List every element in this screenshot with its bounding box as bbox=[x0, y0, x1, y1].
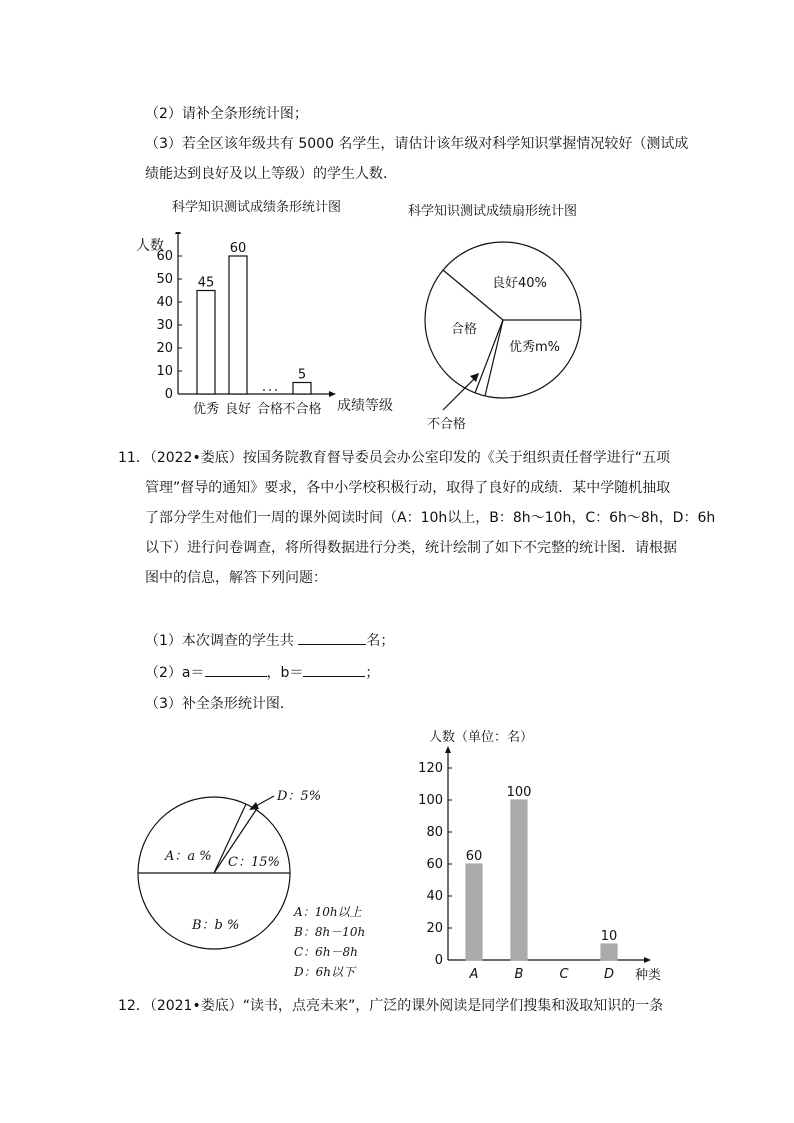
q11-line3: 了部分学生对他们一周的课外阅读时间（A：10h以上，B：8h～10h，C：6h～8h，D：6h bbox=[145, 510, 716, 526]
y-axis-arrow bbox=[175, 232, 181, 234]
q11-line2: 管理”督导的通知》要求，各中小学校积极行动，取得了良好的成绩．某中学随机抽取 bbox=[145, 480, 671, 496]
pie-chart-1 bbox=[415, 222, 605, 434]
bar-value-label: 5 bbox=[297, 367, 307, 383]
q11-sub1-unit: 名； bbox=[366, 633, 395, 649]
bar-D bbox=[601, 944, 617, 960]
bar-A bbox=[466, 864, 482, 960]
pie1-sector-line-4 bbox=[485, 320, 503, 396]
q11-sub2 bbox=[145, 662, 379, 683]
q12-line1: 12．（2021•娄底）“读书，点亮未来”，广泛的课外阅读是同学们搜集和汲取知识的一条 bbox=[118, 998, 664, 1014]
y-tick-label: 30 bbox=[156, 318, 173, 333]
y-tick-label: 40 bbox=[426, 889, 443, 904]
y-tick-label: 0 bbox=[164, 387, 173, 402]
bar-优秀 bbox=[197, 291, 215, 395]
bar-value-label: 100 bbox=[506, 785, 532, 800]
q11-line5: 图中的信息，解答下列问题： bbox=[145, 570, 327, 586]
answer-blank-a[interactable] bbox=[205, 662, 267, 677]
x-axis-arrow bbox=[329, 391, 336, 397]
y-axis-arrow bbox=[445, 746, 451, 753]
y-tick-label: 40 bbox=[156, 295, 173, 310]
y-tick-label: 60 bbox=[426, 857, 443, 872]
bar-value-label: 45 bbox=[197, 275, 215, 291]
pie1-label-excellent: 优秀m% bbox=[509, 340, 561, 355]
pie1-label-fail: 不合格 bbox=[427, 417, 467, 432]
pie2-legend-b: B：8h－10h bbox=[294, 925, 366, 939]
x-category-label: 良好 bbox=[224, 402, 252, 417]
pie2-legend-c: C：6h－8h bbox=[294, 945, 358, 959]
pie2-label-b: B：b % bbox=[192, 918, 240, 933]
pie1-label-good: 良好40% bbox=[492, 276, 547, 291]
q11-line1: 11．（2022•娄底）按国务院教育督导委员会办公室印发的《关于组织责任督学进行“五项 bbox=[118, 450, 670, 466]
y-tick-label: 80 bbox=[426, 825, 443, 840]
q10-part2: （2）请补全条形统计图； bbox=[145, 106, 308, 122]
x-axis-arrow bbox=[644, 957, 651, 963]
bar-value-label: 60 bbox=[465, 849, 483, 864]
x-axis-title: 成绩等级 bbox=[337, 398, 393, 414]
pie2-label-c: C：15% bbox=[228, 855, 280, 870]
placeholder-dot bbox=[263, 389, 265, 391]
bar-chart-2 bbox=[415, 726, 675, 982]
bar-value-label: 60 bbox=[229, 241, 247, 256]
q11-sub2-b-label: ，b＝ bbox=[266, 665, 304, 681]
y-axis-title: 人数（单位：名） bbox=[429, 730, 534, 745]
y-tick-label: 0 bbox=[434, 953, 443, 968]
pie-chart-2 bbox=[132, 780, 402, 990]
placeholder-dot bbox=[269, 389, 271, 391]
x-category-label: 不合格 bbox=[282, 402, 322, 417]
answer-blank-total[interactable] bbox=[298, 630, 366, 645]
x-axis-title: 种类 bbox=[635, 968, 662, 982]
x-category-label: 优秀 bbox=[192, 402, 220, 417]
pie1-label-pass: 合格 bbox=[451, 322, 478, 337]
y-tick-label: 20 bbox=[426, 921, 443, 936]
q11-sub1-text: （1）本次调查的学生共 bbox=[145, 633, 299, 649]
y-tick-label: 50 bbox=[156, 272, 173, 287]
bar-良好 bbox=[229, 256, 247, 394]
pie2-legend-a: A：10h以上 bbox=[294, 905, 362, 919]
q10-part3-line2: 绩能达到良好及以上等级）的学生人数． bbox=[145, 166, 397, 182]
y-tick-label: 20 bbox=[156, 341, 173, 356]
bar-value-label: 10 bbox=[600, 929, 618, 944]
y-tick-label: 120 bbox=[418, 761, 443, 776]
bar-chart-1 bbox=[130, 232, 420, 422]
x-category-label: 合格 bbox=[256, 402, 284, 417]
x-category-label: A bbox=[469, 967, 479, 982]
pie-chart-1-title: 科学知识测试成绩扇形统计图 bbox=[408, 204, 578, 219]
bar-不合格 bbox=[293, 383, 311, 395]
y-tick-label: 100 bbox=[418, 793, 443, 808]
q11-sub2-a-label: （2）a＝ bbox=[145, 665, 205, 681]
q11-sub1 bbox=[145, 630, 394, 651]
pie1-arrow-line bbox=[443, 376, 477, 410]
bar-B bbox=[511, 800, 527, 960]
placeholder-dot bbox=[275, 389, 277, 391]
pie2-label-d: D：5% bbox=[277, 789, 322, 804]
pie2-legend-d: D：6h以下 bbox=[294, 965, 355, 979]
x-category-label: D bbox=[603, 967, 615, 982]
q10-part3-line1: （3）若全区该年级共有 5000 名学生，请估计该年级对科学知识掌握情况较好（测试成 bbox=[145, 136, 689, 152]
q11-sub3: （3）补全条形统计图． bbox=[145, 696, 294, 712]
pie1-sector-line-3 bbox=[475, 320, 503, 393]
answer-blank-b[interactable] bbox=[303, 662, 365, 677]
y-tick-label: 60 bbox=[156, 249, 173, 264]
q11-line4: 以下）进行问卷调查，将所得数据进行分类，统计绘制了如下不完整的统计图．请根据 bbox=[145, 540, 677, 556]
y-tick-label: 10 bbox=[156, 364, 173, 379]
q11-sub2-end: ； bbox=[365, 665, 380, 681]
bar-chart-1-title: 科学知识测试成绩条形统计图 bbox=[172, 200, 342, 215]
pie2-label-a: A：a % bbox=[165, 849, 212, 864]
x-category-label: C bbox=[559, 967, 569, 982]
pie1-arrowhead bbox=[470, 373, 479, 382]
y-axis-title: 人数 bbox=[136, 238, 164, 254]
x-category-label: B bbox=[514, 967, 524, 982]
